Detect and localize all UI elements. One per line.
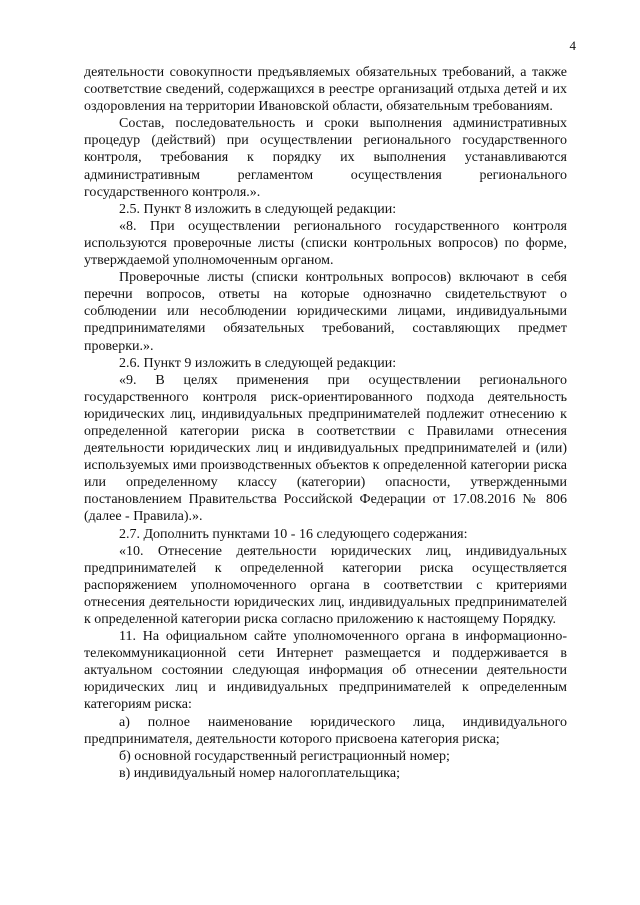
paragraph: Проверочные листы (списки контрольных вопросов) включают в себя перечни вопросов, ответы на которые однозначно свидетельствуют о соблюдении или несоблюдении юридическими лицами, индивидуальными предпринимателями обязательных требований, составляющих предмет проверки.». (84, 270, 567, 354)
paragraph: «9. В целях применения при осуществлении регионального государственного контроля риск-ориентированного подхода деятельность юридических лиц, индивидуальных предпринимателей подлежит отнесению к определенной категории риска в соответствии с Правилами отнесения деятельности юридических лиц и индивидуальных предпринимателей и (или) используемых ими производственных объектов к определенной категории риска или определенному классу (категории) опасности, утвержденными постановлением Правительства Российской Федерации от 17.08.2016 № 806 (далее - Правила).». (84, 372, 567, 525)
paragraph: в) индивидуальный номер налогоплательщика; (119, 765, 401, 781)
paragraph: а) полное наименование юридического лица, индивидуального предпринимателя, деятельности которого присвоена категория риска; (84, 714, 567, 747)
paragraph: «10. Отнесение деятельности юридических лиц, индивидуальных предпринимателей к определенной категории риска осуществляется распоряжением уполномоченного органа в соответствии с критериями отнесения деятельности юридических лиц, индивидуальных предпринимателей к определенной категории риска согласно приложению к настоящему Порядку. (84, 543, 567, 627)
paragraph: 11. На официальном сайте уполномоченного органа в информационно-телекоммуникационной сети Интернет размещается и поддерживается в актуальном состоянии следующая информация об отнесении деятельности юридических лиц и индивидуальных предпринимателей к определенным категориям риска: (84, 629, 567, 713)
paragraph: 2.7. Дополнить пунктами 10 - 16 следующего содержания: (119, 526, 468, 542)
paragraph: Состав, последовательность и сроки выполнения административных процедур (действий) при осуществлении регионального государственного контроля, требования к порядку их выполнения устанавливаются административным регламентом осуществления регионального государственного контроля.». (84, 116, 567, 200)
paragraph: 2.6. Пункт 9 изложить в следующей редакции: (119, 355, 397, 371)
paragraph: «8. При осуществлении регионального государственного контроля используются проверочные листы (списки контрольных вопросов) по форме, утверждаемой уполномоченным органом. (84, 218, 567, 269)
paragraph: б) основной государственный регистрационный номер; (119, 748, 450, 764)
paragraph: деятельности совокупности предъявляемых обязательных требований, а также соответствие сведений, содержащихся в реестре организаций отдыха детей и их оздоровления на территории Ивановской области, обязательным требованиям. (84, 65, 567, 115)
document-body (84, 64, 567, 782)
page-number: 4 (569, 38, 576, 53)
paragraph: 2.5. Пункт 8 изложить в следующей редакции: (119, 201, 397, 217)
